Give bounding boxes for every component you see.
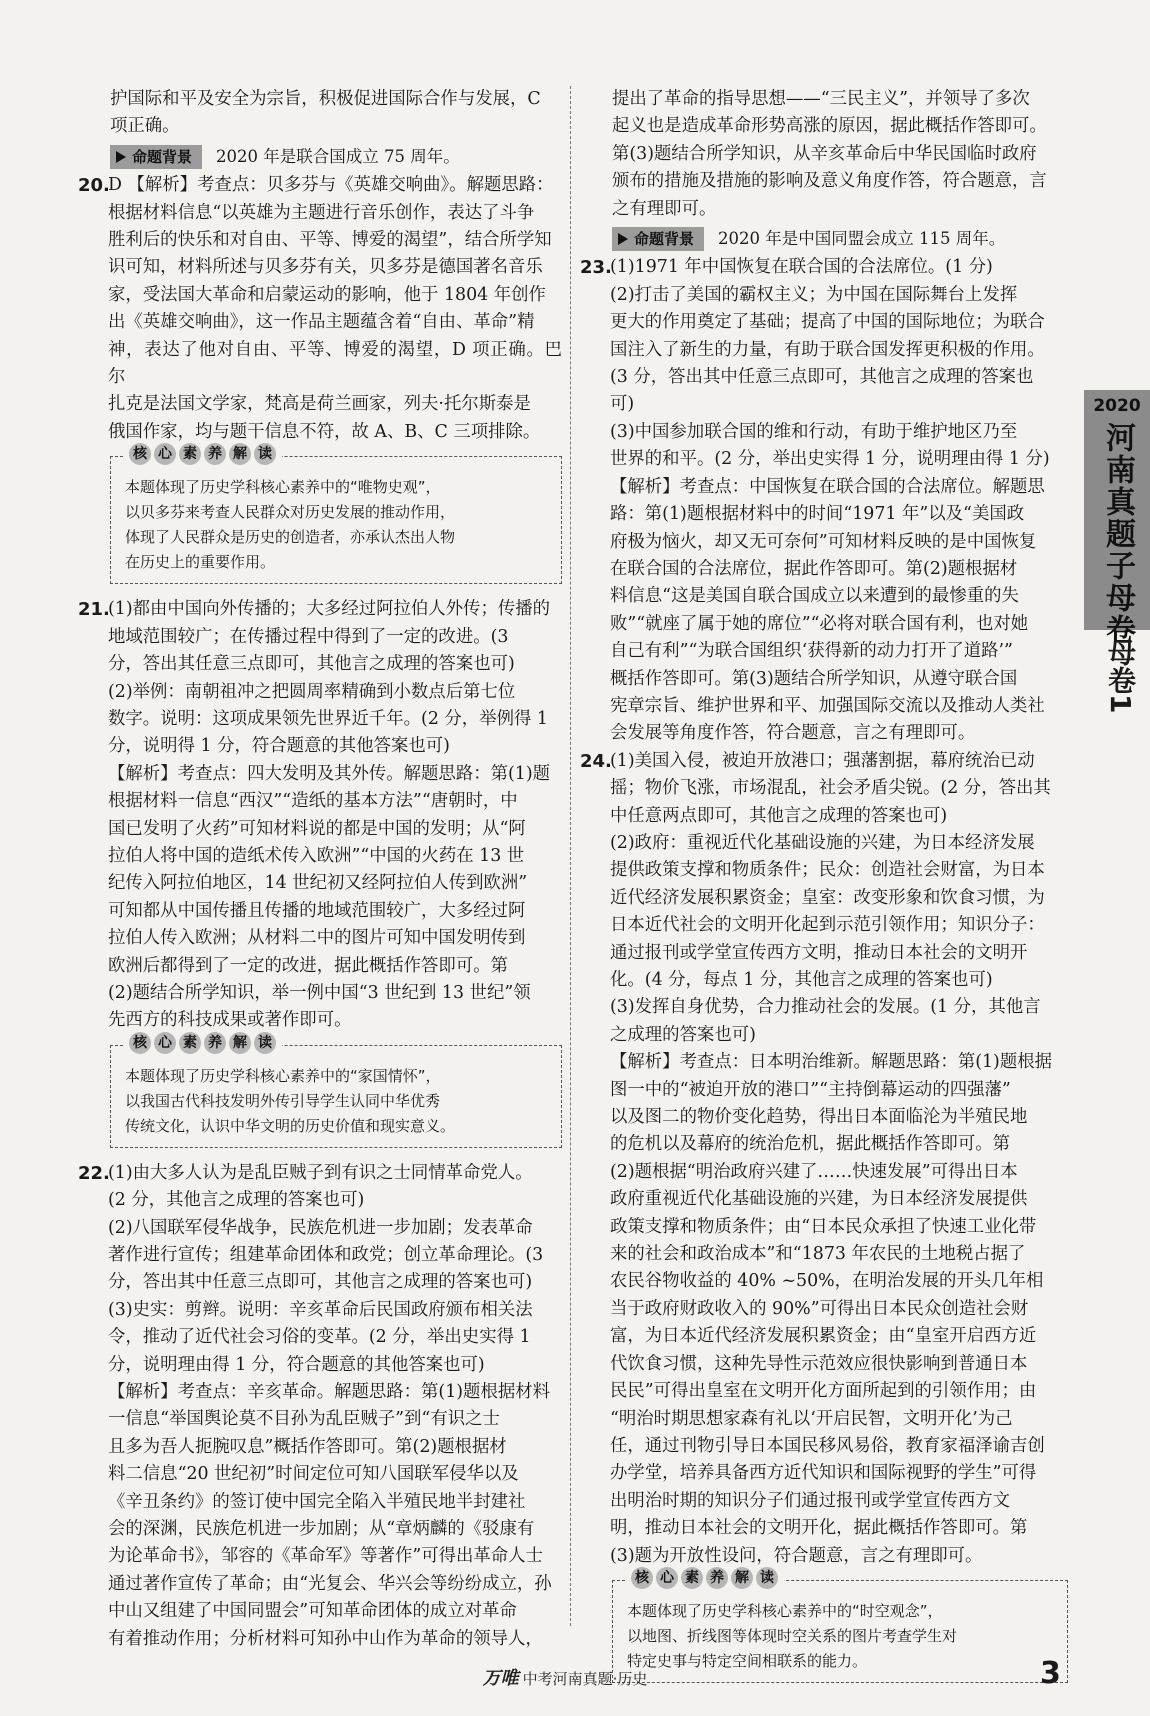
answer-line: (3 分，答出其中任意三点即可，其他言之成理的答案也	[610, 367, 1034, 388]
answer-line: 来的社会和政治成本”和“1873 年农民的土地税占据了	[610, 1244, 1026, 1265]
question-number: 21.	[78, 599, 110, 621]
answer-line: (2)举例：南朝祖冲之把圆周率精确到小数点后第七位	[108, 681, 516, 702]
question-24	[580, 748, 1068, 1570]
background-tag: 命题背景	[110, 145, 202, 169]
core-line: 本题体现了历史学科核心素养中的“时空观念”，	[627, 1601, 943, 1620]
question-21	[78, 596, 562, 1035]
answer-line: 日本近代社会的文明开化起到示范引领作用；知识分子：	[610, 915, 1045, 936]
answer-line: 分，答出其任意三点即可，其他言之成理的答案也可)	[108, 654, 515, 675]
answer-line: 更大的作用奠定了基础；提高了中国的国际地位；为联合	[610, 312, 1045, 333]
core-line: 传统文化，认识中华文明的历史价值和现实意义。	[125, 1116, 456, 1135]
core-literacy-box	[110, 446, 562, 584]
answer-line: 近代经济发展积累资金；皇室：改变形象和饮食习惯，为	[610, 887, 1045, 908]
core-line: 特定史事与特定空间相联系的能力。	[627, 1651, 868, 1670]
core-line: 体现了人民群众是历史的创造者，亦承认杰出人物	[125, 528, 456, 547]
answer-line: 通过著作宣传了革命；由“光复会、华兴会等纷纷成立，孙	[108, 1573, 552, 1594]
intro-line: 提出了革命的指导思想——“三民主义”，并领导了多次	[612, 89, 1030, 109]
background-note	[612, 225, 1068, 252]
answer-line: 【解析】考查点：中国恢复在联合国的合法席位。解题思	[610, 476, 1045, 497]
answer-line: (2)八国联军侵华战争，民族危机进一步加剧；发表革命	[108, 1217, 533, 1238]
answer-line: 家，受法国大革命和启蒙运动的影响，他于 1804 年创作	[108, 284, 546, 305]
core-line: 在历史上的重要作用。	[125, 553, 276, 572]
side-subtitle: 母卷1	[1104, 638, 1137, 714]
answer-line: 分，答出其中任意三点即可，其他言之成理的答案也可)	[108, 1272, 533, 1293]
answer-line: 明，推动日本社会的文明开化，据此概括作答即可。第	[610, 1518, 1028, 1539]
question-23	[580, 254, 1068, 747]
answer-line: 路：第(1)题根据材料中的时间“1971 年”以及“美国政	[610, 504, 1025, 525]
background-text: 2020 年是中国同盟会成立 115 周年。	[718, 229, 1006, 249]
page-number: 3	[1040, 1656, 1061, 1691]
answer-line: 为论革命书》，邹容的《革命军》等著作”可得出革命人士	[108, 1546, 543, 1567]
answer-line: 数字。说明：这项成果领先世界近千年。(2 分，举例得 1	[108, 708, 548, 729]
answer-line: 可知都从中国传播且传播的地域范围较广，大多经过阿	[108, 900, 526, 921]
answer-line: 宪章宗旨、维护世界和平、加强国际交流以及推动人类社	[610, 695, 1045, 716]
left-intro	[78, 86, 562, 141]
answer-line: 根据材料信息“以英雄为主题进行音乐创作，表达了斗争	[108, 202, 535, 223]
answer-line: 办学堂，培养具备西方近代知识和国际视野的学生”可得	[610, 1463, 1037, 1484]
answer-line: 料信息“这是美国自联合国成立以来遭到的最惨重的失	[610, 586, 1019, 607]
answer-line: 《辛丑条约》的签订使中国完全陷入半殖民地半封建社	[108, 1491, 526, 1512]
side-title: 河南真题子母卷	[1100, 422, 1135, 646]
question-number: 22.	[78, 1162, 110, 1184]
answer-line: 且多为吾人扼腕叹息”概括作答即可。第(2)题根据材	[108, 1436, 507, 1457]
answer-line: (1)由大多人认为是乱臣贼子到有识之士同情革命党人。	[108, 1162, 533, 1183]
right-intro	[580, 86, 1068, 223]
answer-line: 根据材料一信息“西汉”“造纸的基本方法”“唐朝时，中	[108, 791, 518, 812]
intro-line: 第(3)题结合所学知识，从辛亥革命后中华民国临时政府	[612, 143, 1037, 164]
answer-line: 的危机以及幕府的统治危机，据此概括作答即可。第	[610, 1134, 1010, 1155]
left-column	[78, 86, 562, 1653]
core-line: 以我国古代科技发明外传引导学生认同中华优秀	[125, 1091, 441, 1110]
intro-line: 颁布的措施及措施的影响及意义角度作答，符合题意，言	[612, 171, 1047, 192]
answer-line: 会的深渊，民族危机进一步加剧；从“章炳麟的《驳康有	[108, 1519, 535, 1540]
answer-line: 可)	[610, 394, 635, 415]
question-number: 24.	[580, 750, 612, 772]
answer-line: (2)打击了美国的霸权主义；为中国在国际舞台上发挥	[610, 284, 1018, 305]
intro-line: 之有理即可。	[612, 198, 717, 219]
answer-line: 府极为恼火，却又无可奈何”可知材料反映的是中国恢复	[610, 531, 1037, 552]
answer-line: 国已发明了火药”可知材料说的都是中国的发明；从“阿	[108, 818, 526, 839]
answer-line: 出明治时期的知识分子们通过报刊或学堂宣传西方文	[610, 1490, 1010, 1511]
answer-line: 农民谷物收益的 40% ~50%，在明治发展的开头几年相	[610, 1271, 1044, 1292]
answer-line: 之成理的答案也可)	[610, 1024, 756, 1045]
answer-line: 拉伯人将中国的造纸术传入欧洲”“中国的火药在 13 世	[108, 845, 525, 866]
answer-line: 识可知，材料所述与贝多芬有关，贝多芬是德国著名音乐	[108, 257, 543, 278]
answer-line: 扎克是法国文学家，梵高是荷兰画家，列夫·托尔斯泰是	[108, 394, 531, 415]
answer-line: (3)发挥自身优势，合力推动社会的发展。(1 分，其他言	[610, 997, 1041, 1018]
answer-line: 当于政府财政收入的 90%”可得出日本民众创造社会财	[610, 1298, 1029, 1319]
answer-line: 在联合国的合法席位，据此作答即可。第(2)题根据材	[610, 558, 1018, 579]
answer-line: 【解析】考查点：日本明治维新。解题思路：第(1)题根据	[610, 1052, 1053, 1073]
answer-line: 政策支撑和物质条件；由“日本民众承担了快速工业化带	[610, 1216, 1037, 1237]
answer-line: “明治时期思想家森有礼以‘开启民智，文明开化’为己	[610, 1408, 1013, 1429]
answer-line: (2)题根据“明治政府兴建了……快速发展”可得出日本	[610, 1161, 1018, 1182]
core-line: 以贝多芬来考查人民群众对历史发展的推动作用，	[125, 503, 456, 522]
answer-line: 自己有利”“为联合国组织‘获得新的动力打开了道路’”	[610, 641, 1013, 662]
answer-line: 欧洲后都得到了一定的改进，据此概括作答即可。第	[108, 955, 508, 976]
answer-line: 先西方的科技成果或著作即可。	[108, 1010, 352, 1031]
answer-line: 富，为日本近代经济发展积累资金；由“皇室开启西方近	[610, 1326, 1037, 1347]
answer-line: D 【解析】考查点：贝多芬与《英雄交响曲》。解题思路：	[108, 175, 554, 196]
background-text: 2020 年是联合国成立 75 周年。	[216, 146, 460, 166]
answer-line: 摇；物价飞涨，市场混乱，社会矛盾尖锐。(2 分，答出其	[610, 778, 1051, 799]
right-column	[580, 86, 1068, 1695]
side-tab	[1084, 390, 1150, 646]
core-literacy-title: 核 心 素 养 解 读	[123, 1032, 282, 1054]
answer-line: (1)美国入侵，被迫开放港口；强藩割据，幕府统治已动	[610, 750, 1035, 771]
answer-line: 【解析】考查点：辛亥革命。解题思路：第(1)题根据材料	[108, 1382, 551, 1403]
answer-line: (2 分，其他言之成理的答案也可)	[108, 1190, 365, 1211]
core-literacy-box	[110, 1034, 562, 1148]
answer-line: 代饮食习惯，这种先导性示范效应很快影响到普通日本	[610, 1353, 1028, 1374]
answer-line: (2)题结合所学知识，举一例中国“3 世纪到 13 世纪”领	[108, 982, 531, 1003]
answer-line: 政府重视近代化基础设施的兴建，为日本经济发展提供	[610, 1189, 1028, 1210]
answer-line: 以及图二的物价变化趋势，得出日本面临沦为半殖民地	[610, 1107, 1028, 1128]
answer-line: 神，表达了他对自由、平等、博爱的渴望，D 项正确。巴尔	[108, 339, 562, 388]
intro-line: 护国际和平及安全为宗旨，积极促进国际合作与发展，C	[110, 89, 541, 109]
answer-line: 胜利后的快乐和对自由、平等、博爱的渴望”，结合所学知	[108, 230, 552, 251]
brand-logo: 万唯	[482, 1668, 519, 1689]
answer-line: 任，通过刊物引导日本国民移风易俗，教育家福泽谕吉创	[610, 1435, 1045, 1456]
core-literacy-title: 核 心 素 养 解 读	[123, 443, 282, 465]
answer-line: 世界的和平。(2 分，举出史实得 1 分，说明理由得 1 分)	[610, 449, 1050, 470]
answer-line: 中山又组建了中国同盟会”可知革命团体的成立对革命	[108, 1601, 517, 1622]
side-year: 2020	[1093, 396, 1141, 416]
answer-line: (2)政府：重视近代化基础设施的兴建，为日本经济发展	[610, 832, 1035, 853]
answer-line: 化。(4 分，每点 1 分，其他言之成理的答案也可)	[610, 970, 993, 990]
answer-line: 概括作答即可。第(3)题结合所学知识，从遵守联合国	[610, 668, 1018, 689]
answer-line: (3)中国参加联合国的维和行动，有助于维护地区乃至	[610, 421, 1018, 442]
answer-line: (3)史实：剪辫。说明：辛亥革命后民国政府颁布相关法	[108, 1299, 533, 1320]
answer-line: 一信息“举国舆论莫不目孙为乱臣贼子”到“有识之士	[108, 1409, 500, 1430]
background-note	[110, 143, 562, 170]
answer-line: 败”“就座了属于她的席位”“必将对联合国有利，也对她	[610, 613, 1029, 634]
answer-line: 料二信息“20 世纪初”时间定位可知八国联军侵华以及	[108, 1464, 519, 1485]
intro-line: 起义也是造成革命形势高涨的原因，据此概括作答即可。	[612, 116, 1047, 137]
answer-line: 【解析】考查点：四大发明及其外传。解题思路：第(1)题	[108, 763, 551, 784]
answer-line: 国注入了新生的力量，有助于联合国发挥更积极的作用。	[610, 339, 1045, 360]
answer-line: 著作进行宣传；组建革命团体和政党；创立革命理论。(3	[108, 1245, 544, 1265]
intro-line: 项正确。	[110, 116, 180, 137]
core-line: 本题体现了历史学科核心素养中的“唯物史观”，	[125, 478, 441, 497]
answer-line: 拉伯人传入欧洲；从材料二中的图片可知中国发明传到	[108, 928, 526, 949]
footer-text: 中考河南真题·历史	[522, 1670, 648, 1688]
background-tag: 命题背景	[612, 227, 704, 251]
question-22	[78, 1160, 562, 1653]
question-20	[78, 172, 562, 446]
column-divider	[570, 86, 572, 1626]
answer-line: (1)1971 年中国恢复在联合国的合法席位。(1 分)	[610, 257, 993, 278]
answer-line: 纪传入阿拉伯地区，14 世纪初又经阿拉伯人传到欧洲”	[108, 873, 528, 894]
answer-line: 地域范围较广；在传播过程中得到了一定的改进。(3	[108, 626, 509, 647]
answer-line: 通过报刊或学堂宣传西方文明，推动日本社会的文明开	[610, 942, 1028, 963]
answer-line: 有着推动作用；分析材料可知孙中山作为革命的领导人，	[108, 1628, 543, 1649]
core-line: 本题体现了历史学科核心素养中的“家国情怀”，	[125, 1066, 441, 1085]
question-number: 23.	[580, 257, 612, 279]
question-number: 20.	[78, 175, 110, 197]
answer-line: 中任意两点即可，其他言之成理的答案也可)	[610, 805, 948, 826]
answer-line: 提供政策支撑和物质条件；民众：创造社会财富，为日本	[610, 860, 1045, 881]
core-literacy-title: 核 心 素 养 解 读	[625, 1567, 784, 1589]
answer-line: (1)都由中国向外传播的；大多经过阿拉伯人外传；传播的	[108, 599, 551, 620]
answer-line: 图一中的“被迫开放的港口”“主持倒幕运动的四强藩”	[610, 1079, 1011, 1100]
answer-line: 令，推动了近代社会习俗的变革。(2 分，举出史实得 1	[108, 1327, 531, 1348]
core-line: 以地图、折线图等体现时空关系的图片考查学生对	[627, 1626, 958, 1645]
footer	[400, 1664, 730, 1690]
answer-line: 分，说明得 1 分，符合题意的其他答案也可)	[108, 736, 450, 757]
answer-line: 会发展等角度作答，符合题意，言之有理即可。	[610, 723, 976, 744]
answer-line: 出《英雄交响曲》，这一作品主题蕴含着“自由、革命”精	[108, 312, 535, 333]
answer-line: 民民”可得出皇室在文明开化方面所起到的引领作用；由	[610, 1381, 1037, 1402]
answer-line: 分，说明理由得 1 分，符合题意的其他答案也可)	[108, 1354, 485, 1375]
answer-line: 俄国作家，均与题干信息不符，故 A、B、C 三项排除。	[108, 421, 541, 442]
answer-line: (3)题为开放性设问，符合题意，言之有理即可。	[610, 1545, 983, 1566]
